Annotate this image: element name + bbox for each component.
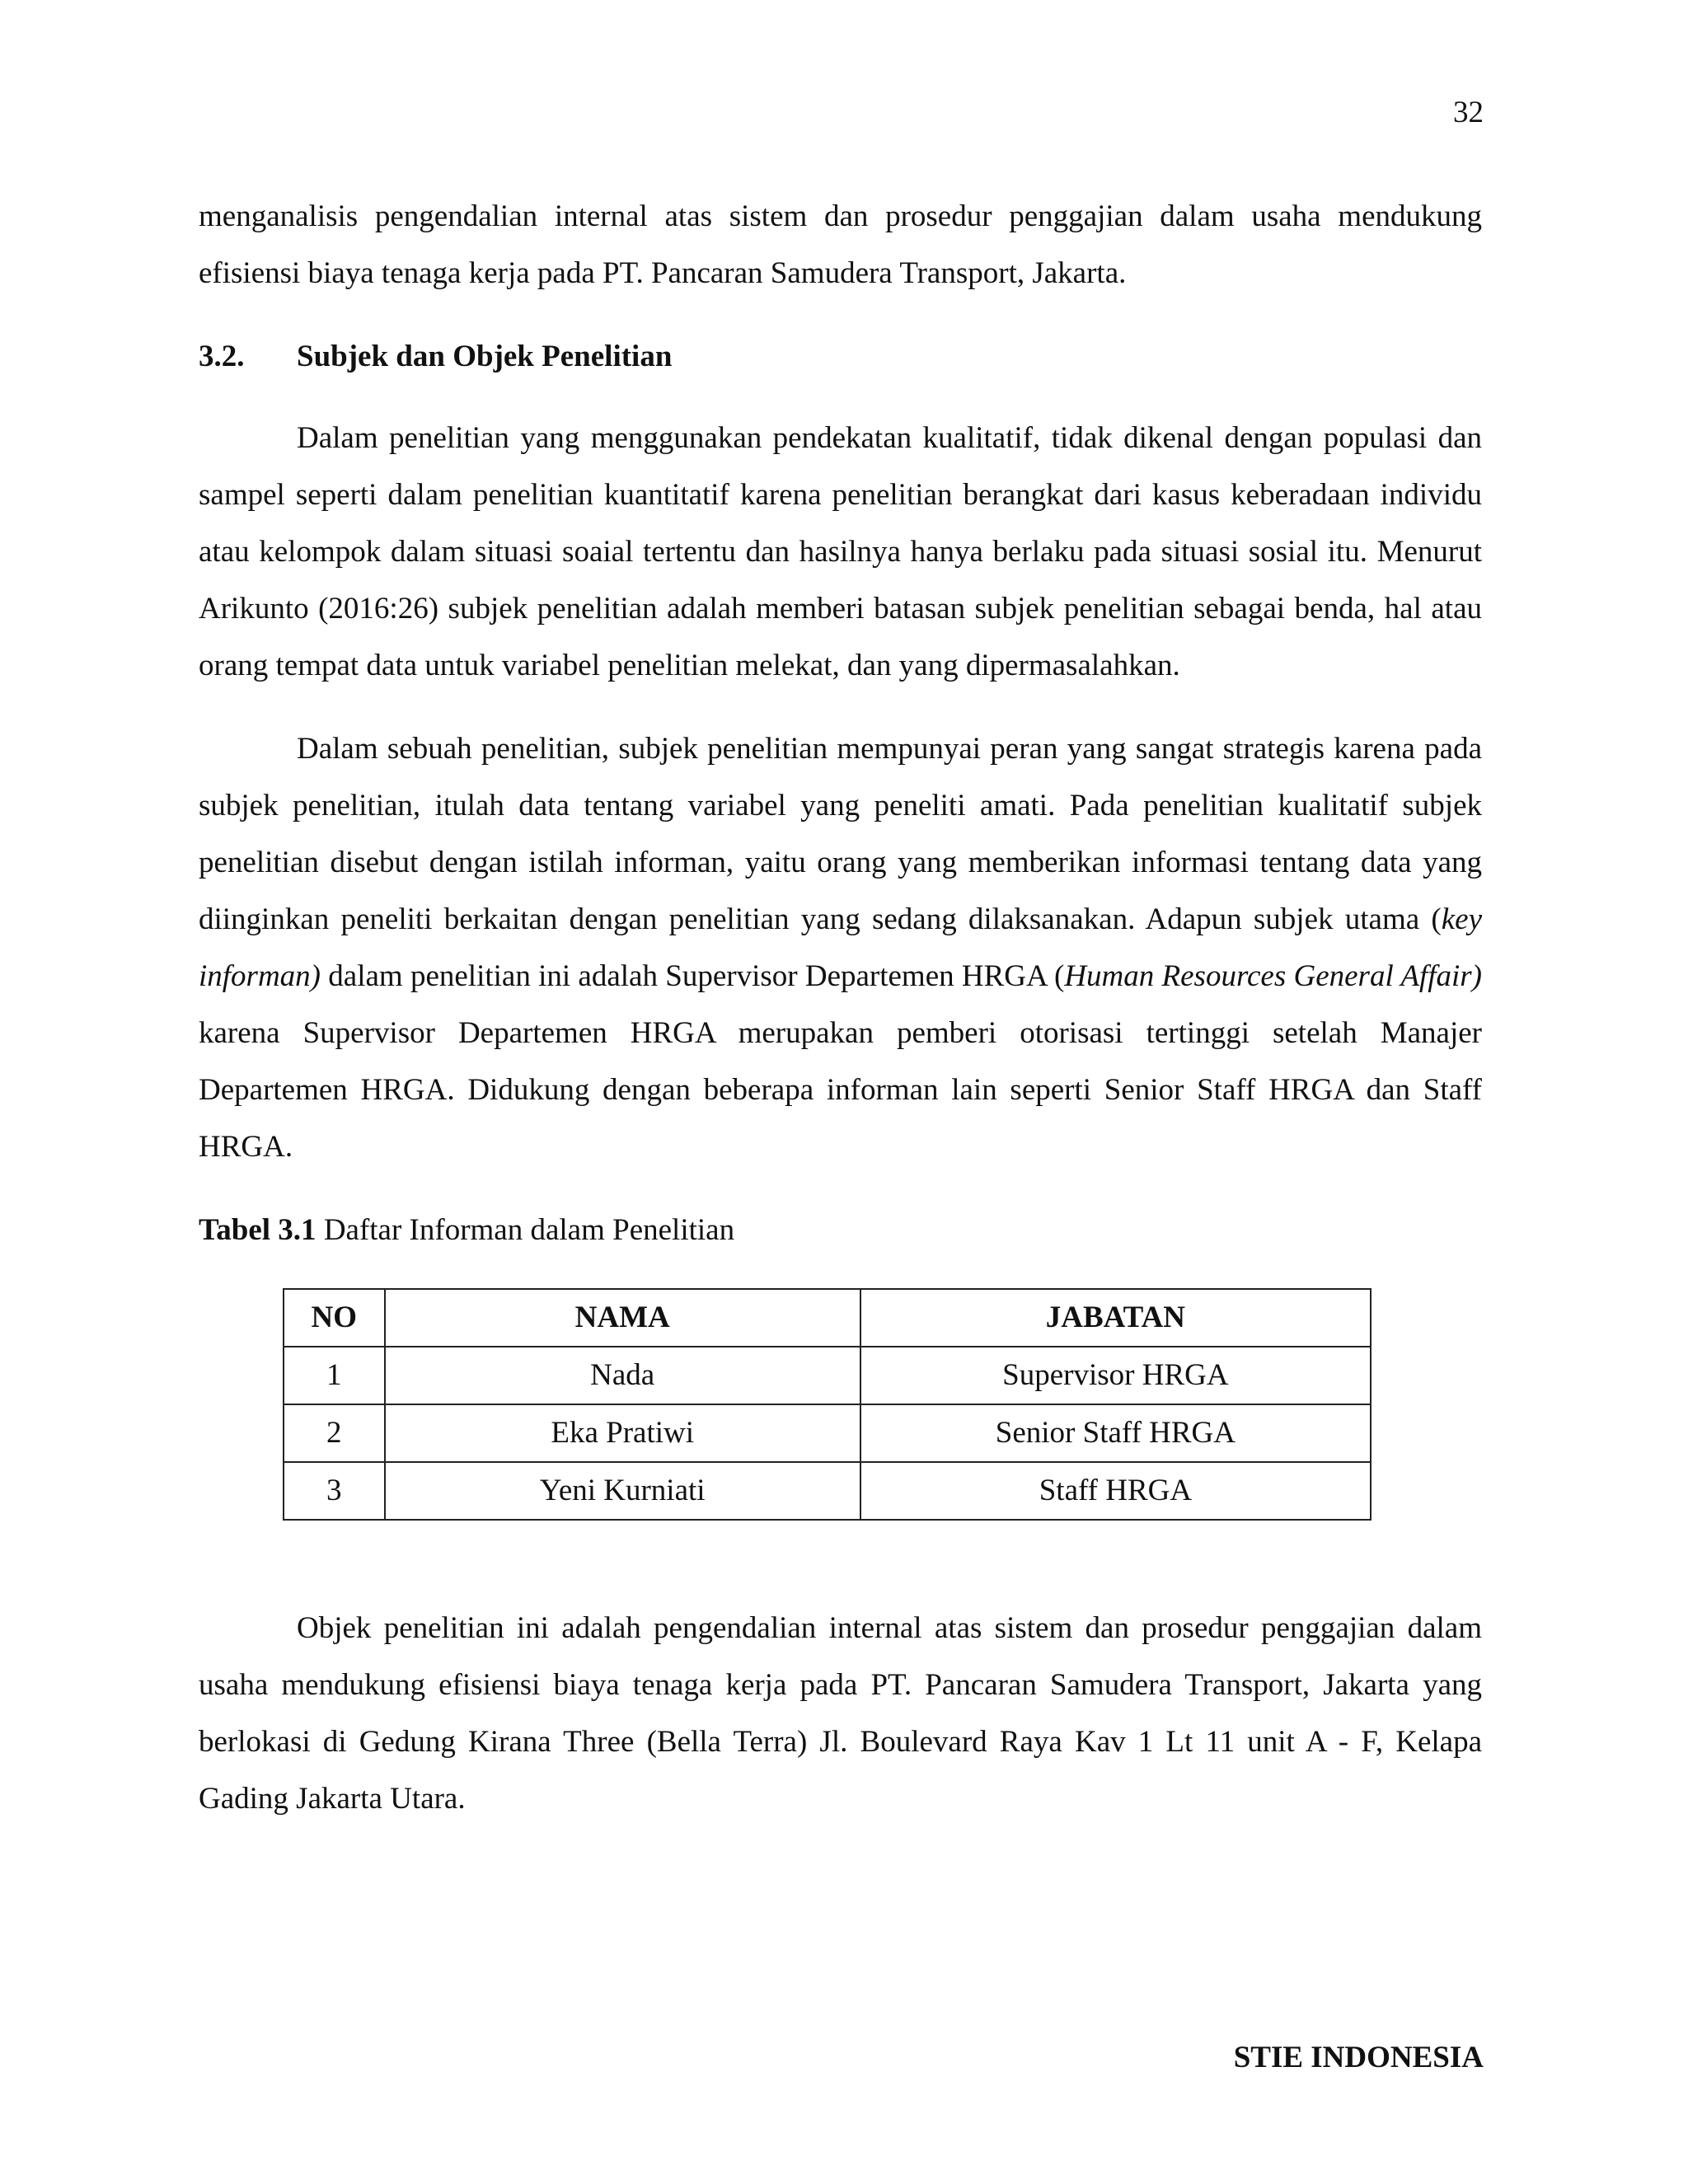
table-header-row [284, 1289, 1371, 1347]
section-number: 3.2. [199, 340, 245, 373]
informant-table-wrapper [283, 1288, 1372, 1521]
informant-table [283, 1288, 1372, 1521]
cell-no: 1 [284, 1347, 385, 1404]
cell-nama: Yeni Kurniati [385, 1462, 860, 1520]
cell-nama: Nada [385, 1347, 860, 1404]
paragraph-text: karena Supervisor Departemen HRGA merupakan pemberi otorisasi tertinggi setelah Manajer Departemen HRGA. Didukung dengan beberapa informan lain seperti Senior Staff HRGA dan Staff HRGA. [199, 1016, 1482, 1164]
table-caption-text: Daftar Informan dalam Penelitian [316, 1213, 735, 1247]
footer-institution: STIE INDONESIA [1233, 2041, 1484, 2074]
cell-jabatan: Supervisor HRGA [860, 1347, 1371, 1404]
italic-term-hrga: Human Resources General Affair) [1064, 959, 1482, 993]
intro-paragraph: menganalisis pengendalian internal atas sistem dan prosedur penggajian dalam usaha mendukung efisiensi biaya tenaga kerja pada PT. Pancaran Samudera Transport, Jakarta. [199, 199, 1482, 290]
cell-jabatan: Senior Staff HRGA [860, 1404, 1371, 1462]
header-nama: NAMA [385, 1289, 860, 1347]
header-no: NO [284, 1289, 385, 1347]
header-jabatan: JABATAN [860, 1289, 1371, 1347]
cell-jabatan: Staff HRGA [860, 1462, 1371, 1520]
table-row [284, 1404, 1371, 1462]
page-content [199, 188, 1482, 1827]
paragraph-text: Dalam sebuah penelitian, subjek penelitian mempunyai peran yang sangat strategis karena pada subjek penelitian, itulah data tentang variabel yang peneliti amati. Pada penelitian kualitatif subjek penelitian disebut dengan istilah informan, yaitu orang yang memberikan informasi tentang data yang diinginkan peneliti berkaitan dengan penelitian yang sedang dilaksanakan. Adapun subjek utama ( [199, 732, 1482, 936]
section-heading [199, 328, 1482, 385]
page-number: 32 [1453, 96, 1484, 129]
table-caption [199, 1202, 1482, 1258]
table-row [284, 1462, 1371, 1520]
cell-nama: Eka Pratiwi [385, 1404, 860, 1462]
section-title: Subjek dan Objek Penelitian [297, 340, 673, 373]
paragraph-subjek-intro: Dalam penelitian yang menggunakan pendekatan kualitatif, tidak dikenal dengan populasi dan sampel seperti dalam penelitian kuantitatif karena penelitian berangkat dari kasus keberadaan individu atau kelompok dalam situasi soaial tertentu dan hasilnya hanya berlaku pada situasi sosial itu. Menurut Arikunto (2016:26) subjek penelitian adalah memberi batasan subjek penelitian sebagai benda, hal atau orang tempat data untuk variabel penelitian melekat, dan yang dipermasalahkan. [199, 421, 1482, 682]
paragraph-objek: Objek penelitian ini adalah pengendalian internal atas sistem dan prosedur penggajian dalam usaha mendukung efisiensi biaya tenaga kerja pada PT. Pancaran Samudera Transport, Jakarta yang berlokasi di Gedung Kirana Three (Bella Terra) Jl. Boulevard Raya Kav 1 Lt 11 unit A - F, Kelapa Gading Jakarta Utara. [199, 1611, 1482, 1816]
cell-no: 3 [284, 1462, 385, 1520]
cell-no: 2 [284, 1404, 385, 1462]
table-caption-label: Tabel 3.1 [199, 1213, 316, 1247]
italic-term-key-informan: key informan) [199, 902, 1482, 993]
paragraph-text: dalam penelitian ini adalah Supervisor Departemen HRGA ( [321, 959, 1065, 993]
paragraph-subjek-informan [199, 720, 1482, 1175]
table-row [284, 1347, 1371, 1404]
